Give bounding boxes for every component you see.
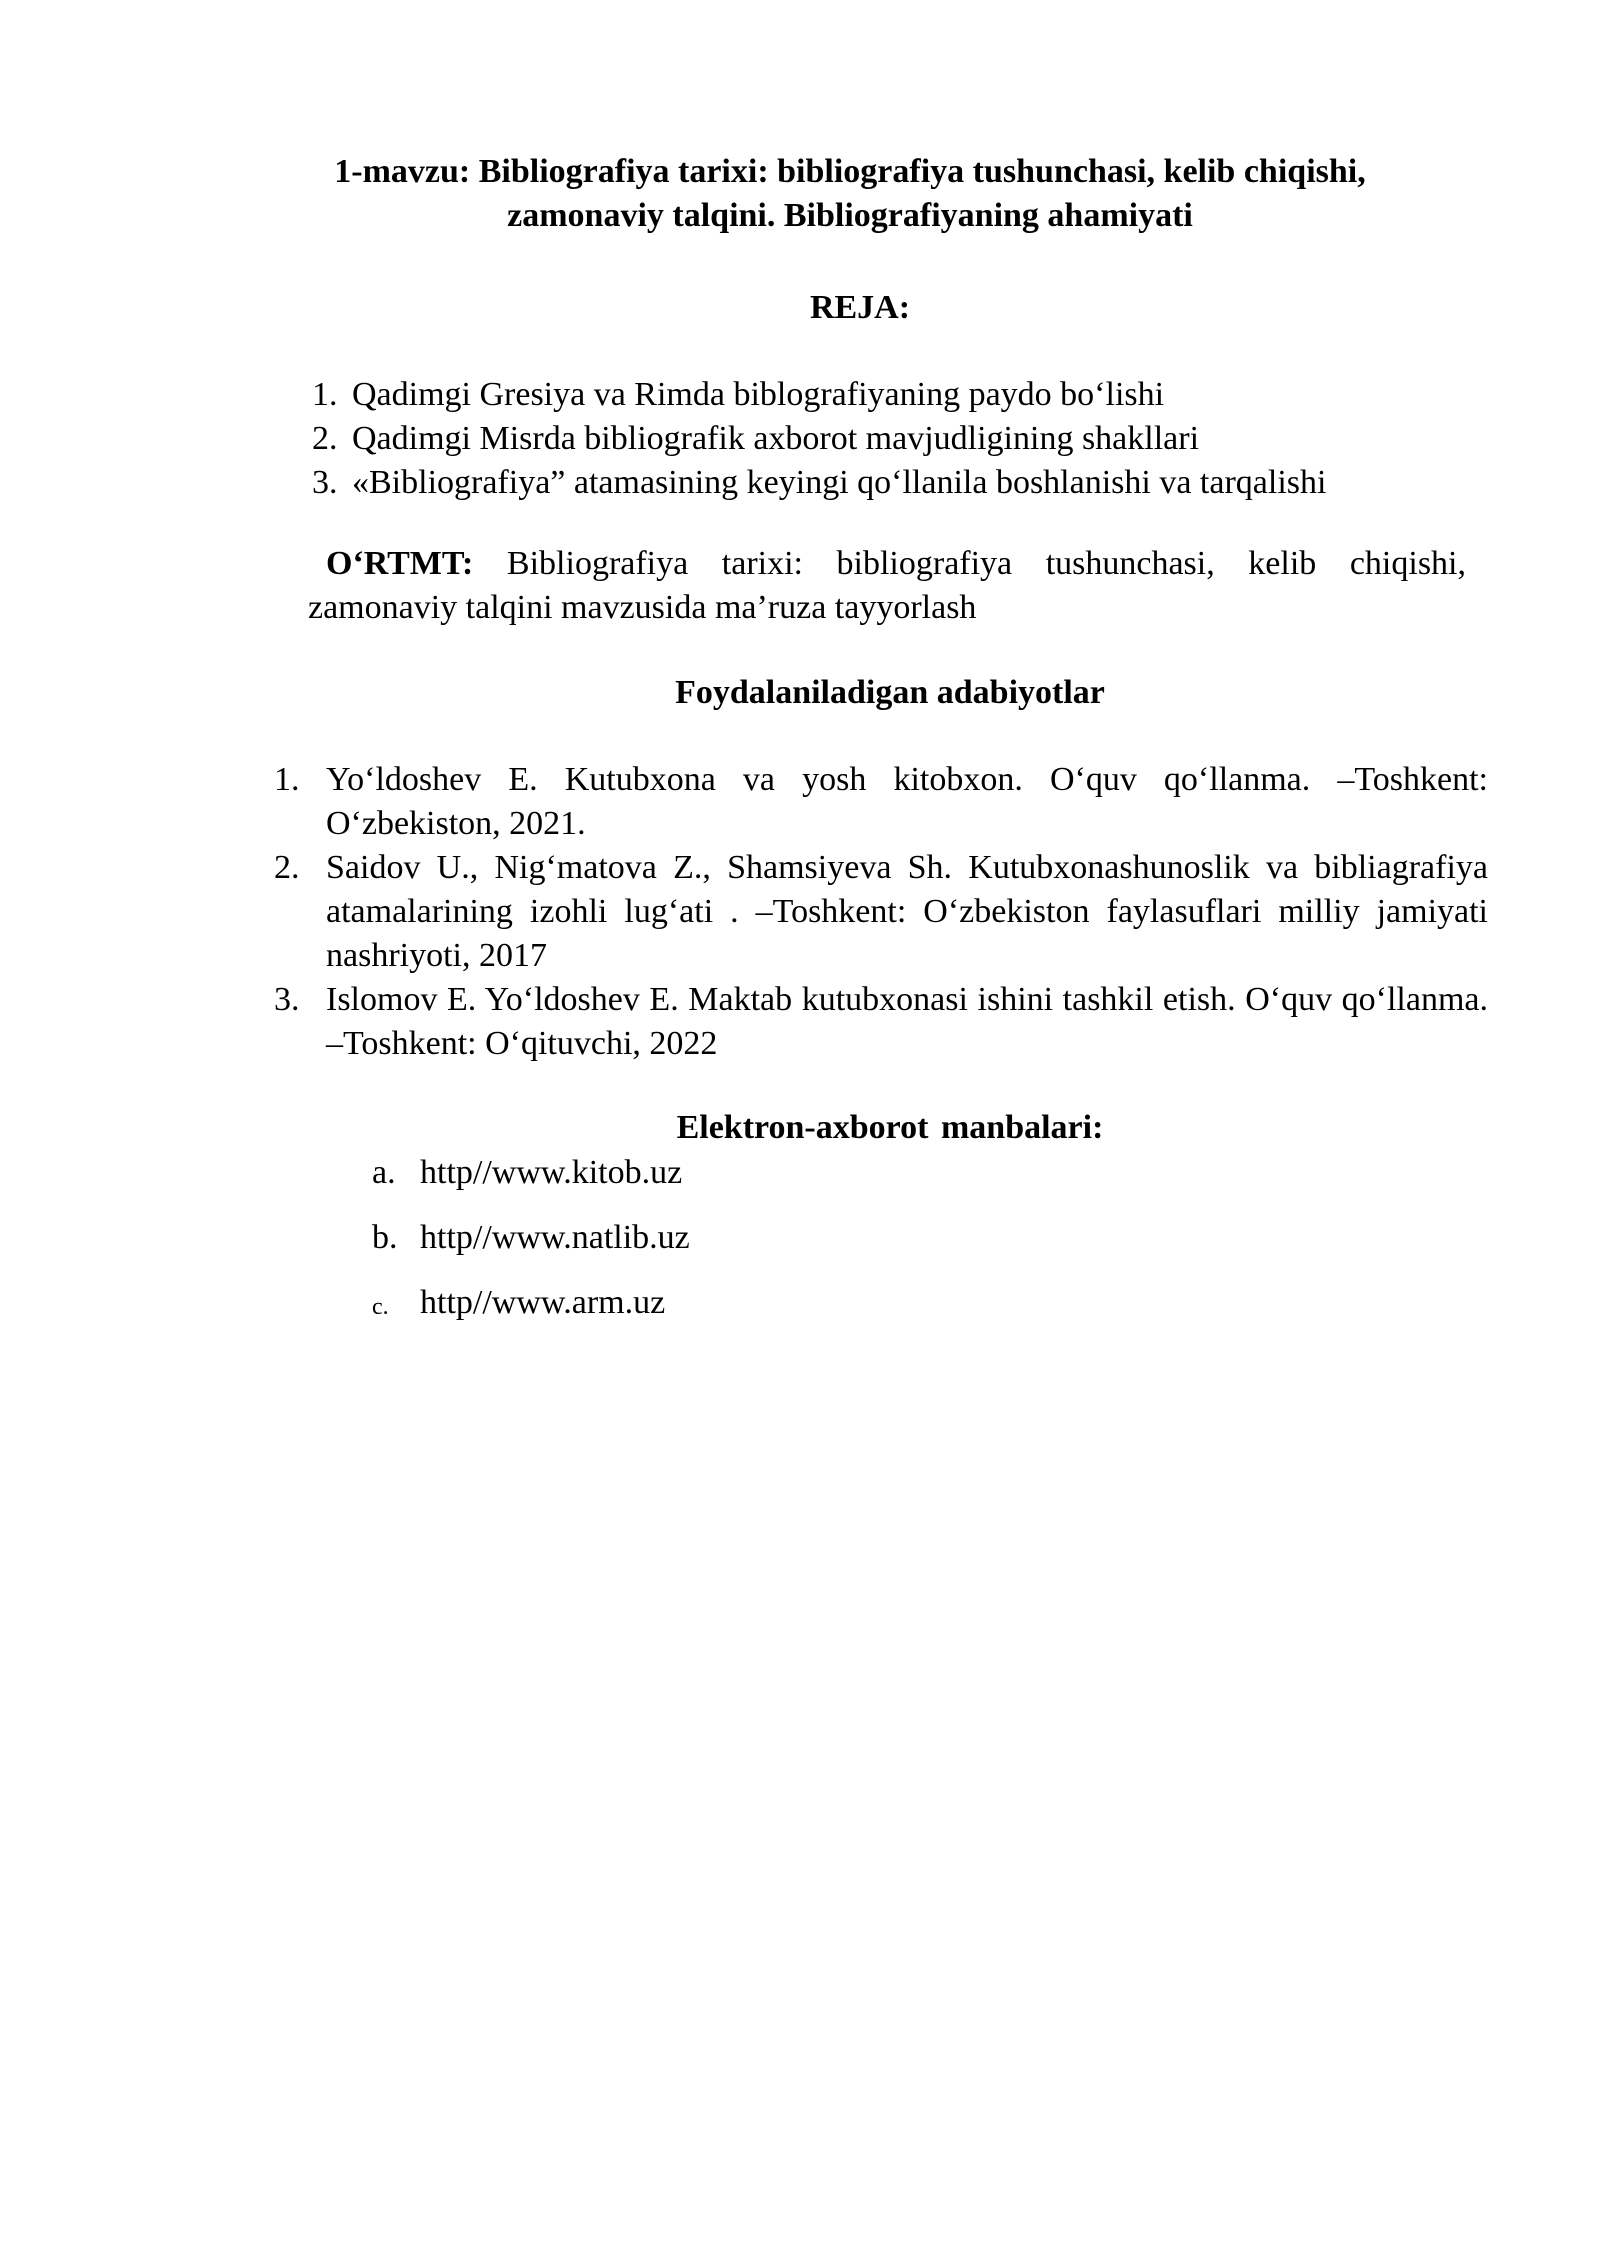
topic-title [260,150,1440,238]
electronic-source-item [372,1151,1072,1216]
plan-item [312,373,1512,417]
literature-item [274,758,1488,846]
electronic-source-item [372,1216,1072,1281]
literature-item [274,846,1488,978]
literature-heading: Foydalaniladigan adabiyotlar [675,674,1105,711]
plan-heading: REJA: [809,289,911,326]
electronic-sources-list [372,1151,1072,1346]
electronic-source-letter: a. [372,1154,396,1191]
electronic-sources-heading: Elektron-axborot manbalari: [676,1109,1104,1146]
literature-item-text: Yo‘ldoshev E. Kutubxona va yosh kitobxon. O‘quv qo‘llanma. –Toshkent: O‘zbekiston, 2021. [326,761,1488,842]
literature-list [274,758,1488,1066]
literature-item [274,978,1488,1066]
electronic-source-url: http//www.natlib.uz [420,1219,690,1256]
literature-item-text: Islomov E. Yo‘ldoshev E. Maktab kutubxonasi ishini tashkil etish. O‘quv qo‘llanma. –Toshkent: O‘qituvchi, 2022 [326,981,1488,1062]
electronic-source-letter: b. [372,1219,398,1256]
plan-list [312,373,1512,505]
plan-item-number: 1. [312,376,338,413]
electronic-source-url: http//www.arm.uz [420,1284,666,1321]
electronic-source-item [372,1281,1072,1346]
literature-item-number: 2. [274,849,300,886]
literature-item-number: 1. [274,761,300,798]
plan-item [312,417,1512,461]
electronic-source-letter: c. [372,1294,389,1320]
topic-title-line-2: zamonaviy talqini. Bibliografiyaning ahamiyati [507,197,1193,234]
plan-item-text: «Bibliografiya” atamasining keyingi qo‘llanila boshlanishi va tarqalishi [352,464,1327,501]
plan-item-number: 3. [312,464,338,501]
plan-item [312,461,1512,505]
plan-item-number: 2. [312,420,338,457]
plan-item-text: Qadimgi Misrda bibliografik axborot mavjudligining shakllari [352,420,1200,457]
electronic-source-url: http//www.kitob.uz [420,1154,683,1191]
ortmt-label: O‘RTMT: [326,545,474,582]
literature-item-text: Saidov U., Nig‘matova Z., Shamsiyeva Sh. Kutubxonashunoslik va bibliagrafiya atamalarining izohli lug‘ati . –Toshkent: O‘zbekiston faylasuflari milliy jamiyati nashriyoti, 2017 [326,849,1488,974]
plan-item-text: Qadimgi Gresiya va Rimda biblografiyaning paydo bo‘lishi [352,376,1165,413]
ortmt-text: Bibliografiya tarixi: bibliografiya tushunchasi, kelib chiqishi, zamonaviy talqini mavzusida ma’ruza tayyorlash [308,545,1466,626]
ortmt-paragraph [308,542,1466,630]
topic-title-line-1: 1-mavzu: Bibliografiya tarixi: bibliografiya tushunchasi, kelib chiqishi, [334,153,1366,190]
literature-item-number: 3. [274,981,300,1018]
